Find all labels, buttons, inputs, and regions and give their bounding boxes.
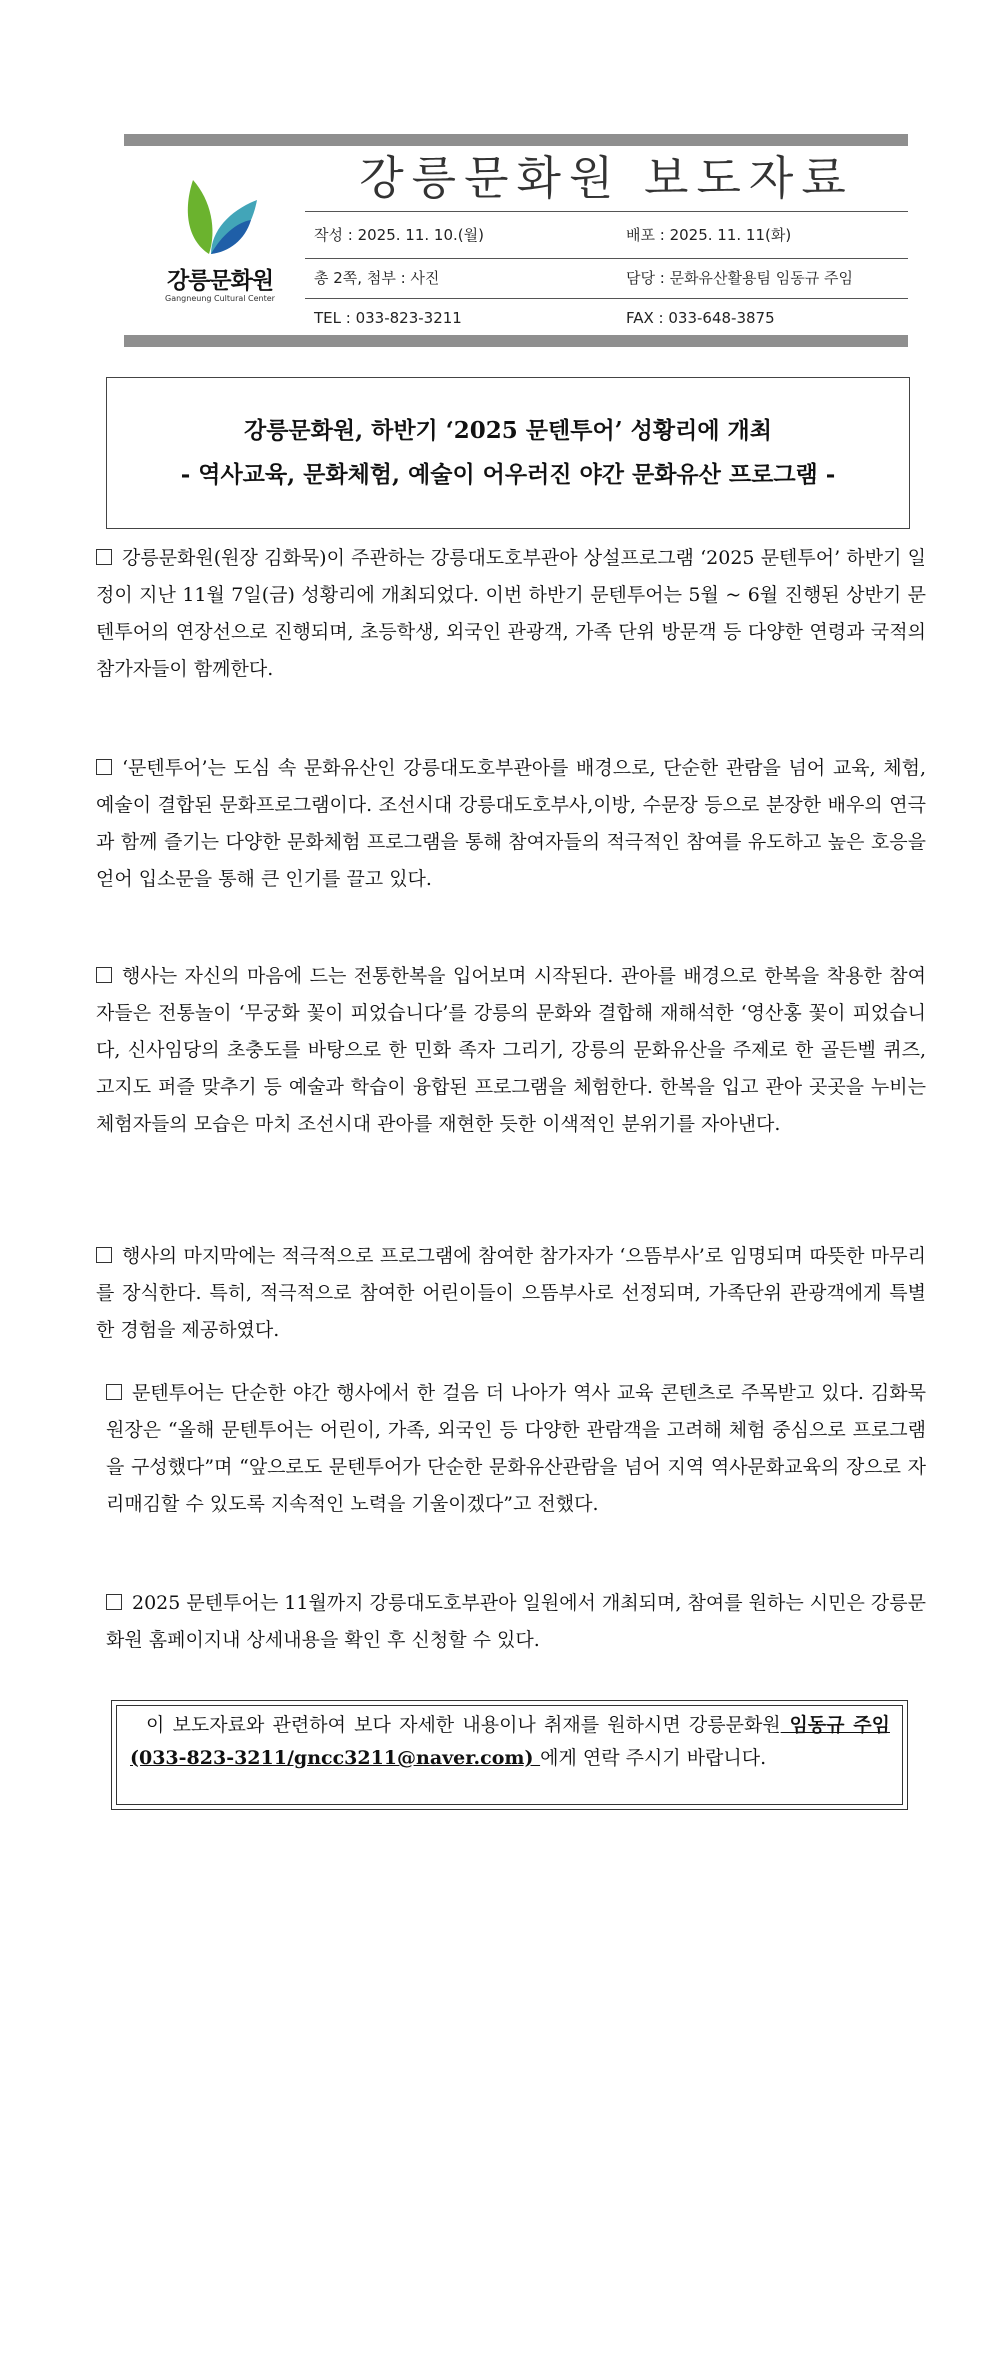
paragraph: 2025 문텐투어는 11월까지 강릉대도호부관아 일원에서 개최되며, 참여를 원하는 시민은 강릉문화원 홈페이지내 상세내용을 확인 후 신청할 수 있다. [106, 1592, 926, 1651]
tel-number: TEL : 033-823-3211 [314, 309, 462, 327]
contact-person: 담당 : 문화유산활용팀 임동규 주임 [626, 269, 853, 287]
header-divider [305, 298, 908, 299]
distribution-date: 배포 : 2025. 11. 11(화) [626, 226, 792, 244]
checkbox-bullet-icon [96, 1247, 112, 1263]
headline-title: 강릉문화원, 하반기 ‘2025 문텐투어’ 성황리에 개최 [244, 417, 772, 444]
paragraph: 강릉문화원(원장 김화묵)이 주관하는 강릉대도호부관아 상설프로그램 ‘2025 문텐투어’ 하반기 일정이 지난 11월 7일(금) 성황리에 개최되었다. 이번 하반기 문텐투어는 5월 ~ 6월 진행된 상반기 문텐투어의 연장선으로 진행되며, 초등학생, 외국인 관광객, 가족 단위 방문객 등 다양한 연령과 국적의 참가자들이 함께한다. [96, 547, 926, 680]
contact-box [111, 1700, 908, 1810]
org-logo [145, 170, 295, 310]
contact-text: 이 보도자료와 관련하여 보다 자세한 내용이나 취재를 원하시면 강릉문화원 임동규 주임 (033-823-3211/gncc3211@naver.com) 에게 연락 주시기 바랍니다. [130, 1714, 890, 1769]
paragraph: 문텐투어는 단순한 야간 행사에서 한 걸음 더 나아가 역사 교육 콘텐츠로 주목받고 있다. 김화묵 원장은 “올해 문텐투어는 어린이, 가족, 외국인 등 다양한 관람객을 고려해 체험 중심으로 프로그램을 구성했다”며 “앞으로도 문텐투어가 단순한 문화유산관람을 넘어 지역 역사문화교육의 장으로 자리매김할 수 있도록 지속적인 노력을 기울이겠다”고 전했다. [106, 1382, 926, 1515]
checkbox-bullet-icon [96, 967, 112, 983]
org-logo-name: 강릉문화원 [166, 268, 274, 294]
contact-highlight: 임동규 주임 (033-823-3211/gncc3211@naver.com) [130, 1714, 890, 1769]
checkbox-bullet-icon [106, 1594, 122, 1610]
paragraph: 행사는 자신의 마음에 드는 전통한복을 입어보며 시작된다. 관아를 배경으로 한복을 착용한 참여자들은 전통놀이 ‘무궁화 꽃이 피었습니다’를 강릉의 문화와 결합해 재해석한 ‘영산홍 꽃이 피었습니다, 신사임당의 초충도를 바탕으로 한 민화 족자 그리기, 강릉의 문화유산을 주제로 한 골든벨 퀴즈, 고지도 퍼즐 맞추기 등 예술과 학습이 융합된 프로그램을 체험한다. 한복을 입고 관아 곳곳을 누비는 체험자들의 모습은 마치 조선시대 관아를 재현한 듯한 이색적인 분위기를 자아낸다. [96, 965, 926, 1135]
checkbox-bullet-icon [106, 1384, 122, 1400]
written-date: 작성 : 2025. 11. 10.(월) [314, 226, 484, 244]
page-title: 강릉문화원 보도자료 [359, 151, 854, 205]
paragraph: ‘문텐투어’는 도심 속 문화유산인 강릉대도호부관아를 배경으로, 단순한 관람을 넘어 교육, 체험, 예술이 결합된 문화프로그램이다. 조선시대 강릉대도호부사,이방, 수문장 등으로 분장한 배우의 연극과 함께 즐기는 다양한 문화체험 프로그램을 통해 참여자들의 적극적인 참여를 유도하고 높은 호응을 얻어 입소문을 통해 큰 인기를 끌고 있다. [96, 757, 926, 890]
leaf-logo-icon [181, 170, 261, 260]
header-bottom-bar [124, 335, 908, 347]
org-logo-name-en: Gangneung Cultural Center [165, 294, 275, 303]
checkbox-bullet-icon [96, 759, 112, 775]
headline-subtitle: - 역사교육, 문화체험, 예술이 어우러진 야간 문화유산 프로그램 - [180, 461, 836, 488]
page-count: 총 2쪽, 첨부 : 사진 [314, 269, 440, 287]
fax-number: FAX : 033-648-3875 [626, 309, 775, 327]
header-divider [305, 211, 908, 212]
checkbox-bullet-icon [96, 549, 112, 565]
headline-box [106, 377, 910, 529]
header-divider [305, 258, 908, 259]
paragraph: 행사의 마지막에는 적극적으로 프로그램에 참여한 참가자가 ‘으뜸부사’로 임명되며 따뜻한 마무리를 장식한다. 특히, 적극적으로 참여한 어린이들이 으뜸부사로 선정되며, 가족단위 관광객에게 특별한 경험을 제공하였다. [96, 1245, 926, 1341]
